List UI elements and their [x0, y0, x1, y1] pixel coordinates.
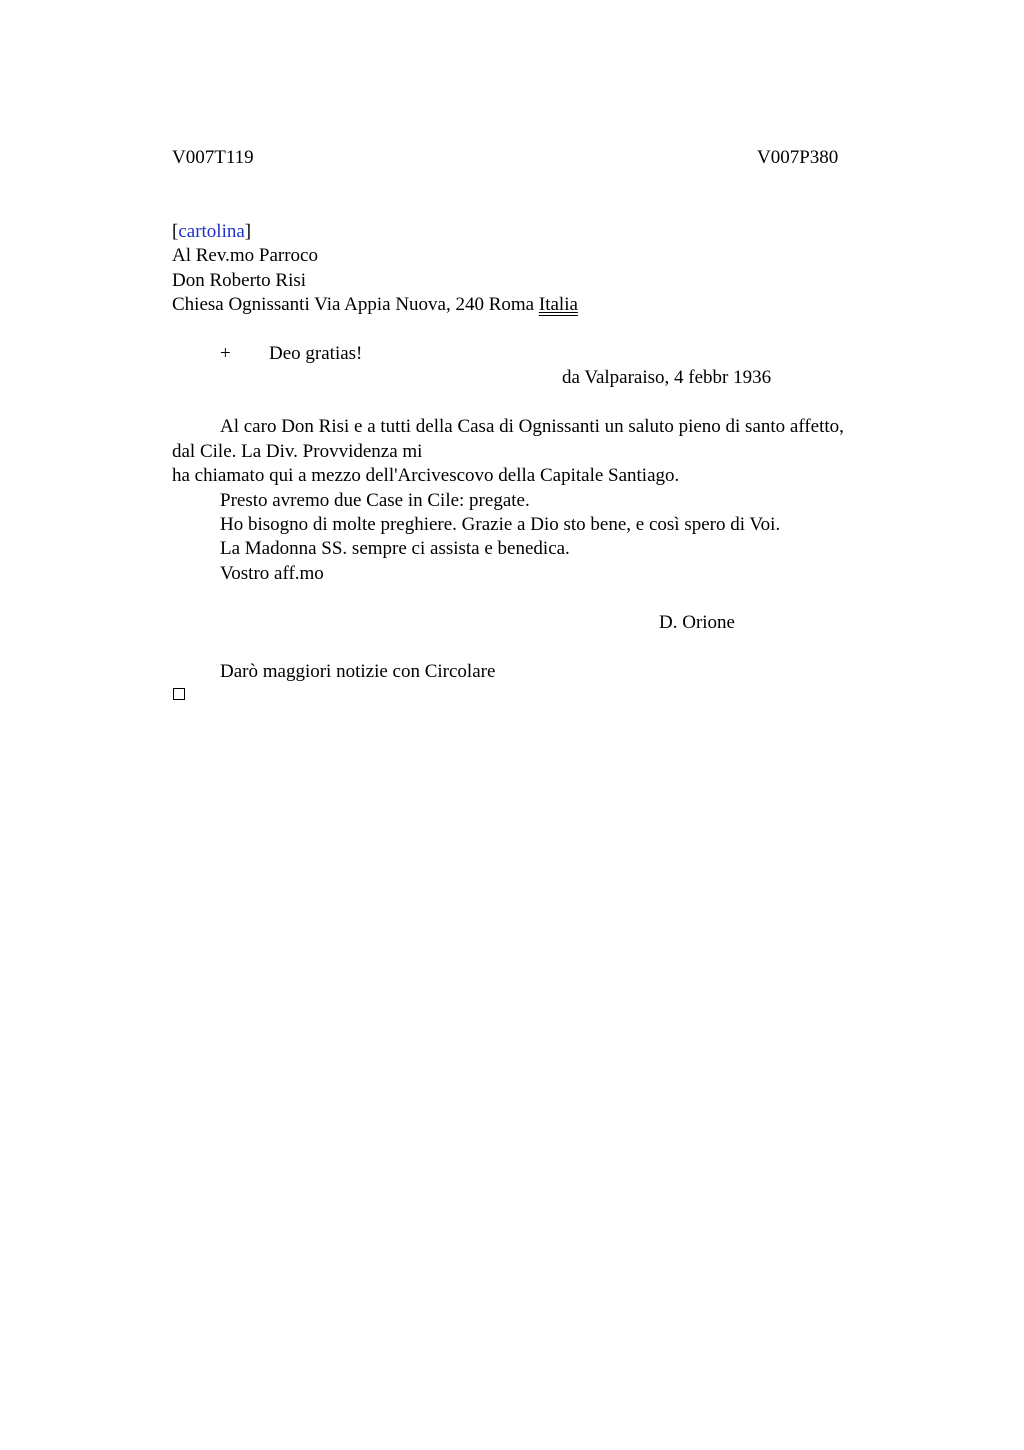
greeting-text: Deo gratias! [269, 343, 363, 364]
body-line-4: Presto avremo due Case in Cile: pregate. [220, 490, 530, 511]
document-code-right: V007P380 [757, 147, 839, 168]
body-line-3: ha chiamato qui a mezzo dell'Arcivescovo della Capitale Santiago. [172, 465, 680, 486]
dateline: da Valparaiso, 4 febbr 1936 [562, 367, 772, 388]
address-line-location [172, 293, 578, 317]
tag-bracket-open: [ [172, 221, 179, 242]
end-square-icon [173, 688, 185, 700]
body-line-1: Al caro Don Risi e a tutti della Casa di Ognissanti un saluto pieno di santo affetto, [220, 416, 844, 437]
document-code-left: V007T119 [172, 147, 254, 168]
postscript: Darò maggiori notizie con Circolare [220, 661, 496, 682]
tag-cartolina: cartolina [178, 221, 245, 242]
document-type-tag [172, 220, 251, 244]
cross-symbol: + [220, 343, 231, 364]
signature: D. Orione [659, 612, 735, 633]
closing-line: Vostro aff.mo [220, 563, 324, 584]
address-line-recipient-name: Don Roberto Risi [172, 270, 307, 291]
address-line-recipient-title: Al Rev.mo Parroco [172, 245, 318, 266]
body-line-5: Ho bisogno di molte preghiere. Grazie a Dio sto bene, e così spero di Voi. [220, 514, 781, 535]
body-line-2: dal Cile. La Div. Provvidenza mi [172, 441, 423, 462]
address-country: Italia [538, 294, 578, 315]
address-street: Chiesa Ognissanti Via Appia Nuova, 240 Roma [172, 294, 539, 315]
tag-bracket-close: ] [244, 221, 252, 242]
body-line-6: La Madonna SS. sempre ci assista e benedica. [220, 538, 570, 559]
